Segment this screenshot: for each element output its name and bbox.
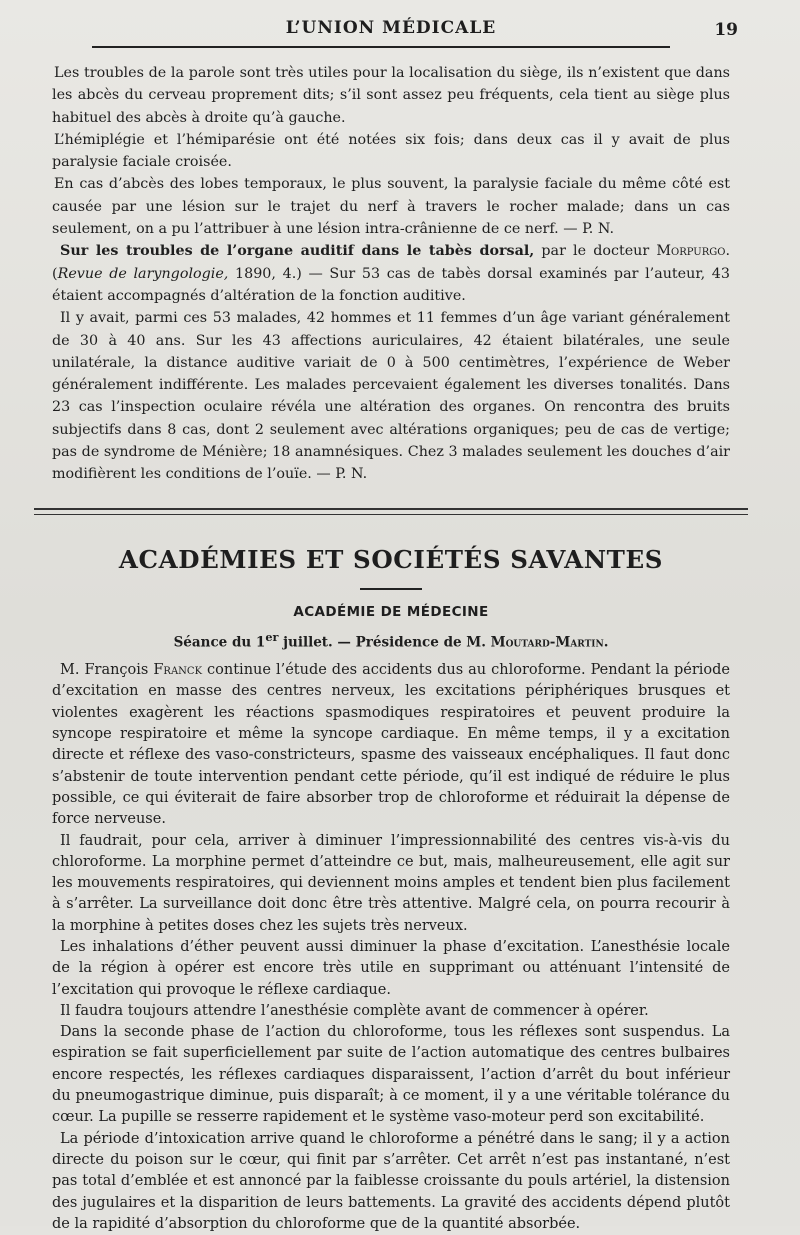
academy-section [52, 660, 730, 1235]
article-journal: Revue de laryngologie, [57, 265, 229, 282]
review-section [52, 62, 730, 486]
title-rule [360, 588, 422, 590]
session-president: Moutard-Martin [490, 634, 604, 651]
session-end: . [603, 634, 609, 651]
paragraph: Dans la seconde phase de l’action du chloroforme, tous les réflexes sont suspendus. La espiration se fait superficiellement par suite de l’action automatique des centres bulbaires encore respectés, les réflexes cardiaques disparaissent, l’action d’arrêt du bout inférieur du pneumogastrique diminue, puis disparaît; à ce moment, il y a une véritable tolérance du cœur. La pupille se resserre rapidement et le système vaso-moteur perd son excitabilité. [52, 1024, 730, 1126]
paragraph: Il faudra toujours attendre l’anesthésie complète avant de commencer à opérer. [60, 1002, 649, 1019]
article-heading: Sur les troubles de l’organe auditif dans le tabès dorsal, [60, 243, 535, 260]
header-rule [92, 46, 670, 48]
session-sup: er [265, 629, 279, 644]
paragraph: La période d’intoxication arrive quand le chloroforme a pénétré dans le sang; il y a action directe du poison sur le cœur, qui finit par s’arrêter. Cet arrêt n’est pas instantané, n’est pas total d’emblée et est annoncé par la faiblesse croissante du pouls artériel, la distension des jugulaires et la disparition de leurs battements. La gravité des accidents dépend plutôt de la rapidité d’absorption du chloroforme que de la quantité absorbée. [52, 1130, 730, 1232]
article-ref-post: 1890, 4.) — Sur 53 cas de tabès dorsal examinés par l’auteur, 43 étaient accompagnés d’altération de la fonction auditive. [52, 265, 731, 304]
running-title: L’UNION MÉDICALE [285, 18, 497, 38]
first-post: continue l’étude des accidents dus au chloroforme. Pendant la période d’excitation en masse des centres nerveux, les excitations périphériques brusques et violentes exagèrent les réactions spasmodiques respiratoires et peuvent produire la syncope respiratoire et même la syncope cardiaque. En même temps, il y a excitation directe et réflexe des vaso-constricteurs, spasme des vaisseaux encéphaliques. Il faut donc s’abstenir de toute intervention pendant cette période, qu’il est indiqué de réduire le plus possible, ce qui éviterait de faire absorber trop de chloroforme et réduirait la dépense de force nerveuse. [52, 662, 730, 828]
article-ref-pre: . ( [52, 243, 730, 282]
academy-subtitle: ACADÉMIE DE MÉDECINE [293, 603, 489, 620]
page-header [52, 0, 738, 46]
speaker-name: Franck [153, 662, 203, 679]
section-title: ACADÉMIES ET SOCIÉTÉS SAVANTES [118, 544, 664, 574]
session-mid: juillet. — Présidence de M. [278, 634, 491, 651]
paragraph [52, 660, 730, 830]
article-paragraph [52, 240, 730, 307]
paragraph: L’hémiplégie et l’hémiparésie ont été notées six fois; dans deux cas il y avait de plus paralysie faciale croisée. [52, 131, 730, 171]
paragraph: Il faudrait, pour cela, arriver à diminuer l’impressionnabilité des centres vis-à-vis du chloroforme. La morphine permet d’atteindre ce but, mais, malheureusement, elle agit sur les mouvements respiratoires, qui deviennent moins amples et tendent bien plus facilement à s’arrêter. La surveillance doit donc être très attentive. Malgré cela, on pourra recourir à la morphine à petites doses chez les sujets très nerveux. [52, 832, 730, 934]
session-pre: Séance du 1 [173, 634, 266, 651]
article-by: par le docteur [534, 243, 657, 260]
paragraph: Il y avait, parmi ces 53 malades, 42 hommes et 11 femmes d’un âge variant généralement de 30 à 40 ans. Sur les 43 affections auriculaires, 42 étaient bilatérales, une seule unilatérale, la distance auditive variait de 0 à 500 centimètres, l’expérience de Weber généralement indifférente. Les malades percevaient également les diverses tonalités. Dans 23 cas l’inspection oculaire révéla une altération des organes. On rencontra des bruits subjectifs dans 8 cas, dont 2 seulement avec altérations organiques; peu de cas de vertige; pas de syndrome de Ménière; 18 anamnésiques. Chez 3 malades seulement les douches d’air modifièrent les conditions de l’ouïe. — P. N. [52, 310, 730, 483]
paragraph: En cas d’abcès des lobes temporaux, le plus souvent, la paralysie faciale du même côté est causée par une lésion sur le trajet du nerf à travers le rocher malade; dans un cas seulement, on a pu l’attribuer à une lésion intra-crânienne de ce nerf. — P. N. [52, 176, 730, 238]
article-author: Morpurgo [656, 243, 726, 260]
page-number: 19 [714, 20, 738, 40]
first-pre: M. François [60, 662, 154, 679]
paragraph: Les inhalations d’éther peuvent aussi diminuer la phase d’excitation. L’anesthésie locale de la région à opérer est encore très utile en supprimant ou atténuant l’intensité de l’excitation qui provoque le réflexe cardiaque. [52, 939, 730, 998]
paragraph: Les troubles de la parole sont très utiles pour la localisation du siège, ils n’existent que dans les abcès du cerveau proprement dits; s’il sont assez peu fréquents, cela tient au siège plus habituel des abcès à droite qu’à gauche. [52, 65, 730, 126]
section-divider [34, 508, 748, 515]
session-line [52, 630, 730, 651]
